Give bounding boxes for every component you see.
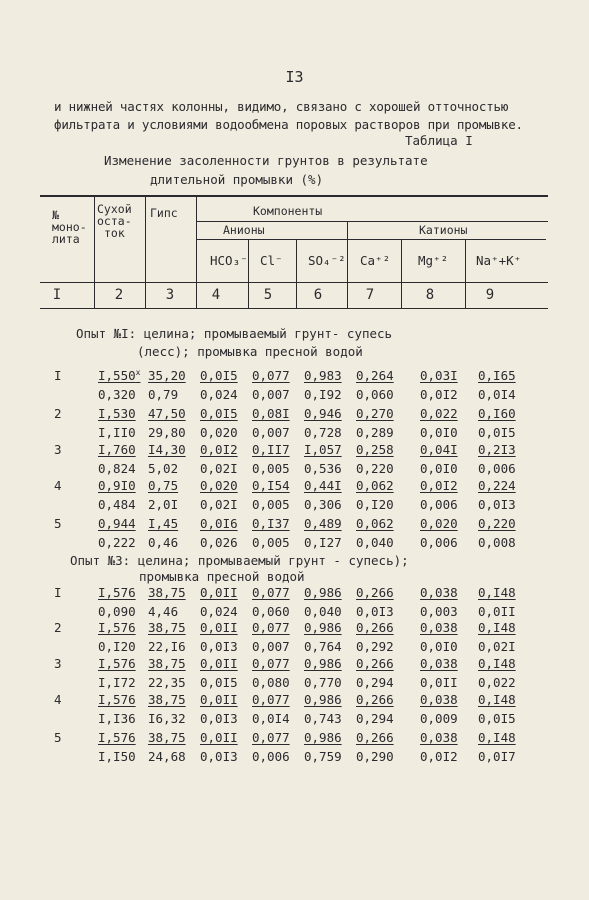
table-cell: 0,038 <box>420 656 458 671</box>
table-cell: 0,04I <box>420 442 458 457</box>
table-cell: I,II0 <box>98 425 136 440</box>
table-cell: 0,02I <box>200 497 238 512</box>
table-cell: 0,0II <box>200 730 238 745</box>
table-label: Таблица I <box>405 133 473 148</box>
table-cell: 0,I60 <box>478 406 516 421</box>
table-cell: 0,03I <box>420 368 458 383</box>
table-cell: 38,75 <box>148 585 186 600</box>
table-cell: 0,0I0 <box>420 425 458 440</box>
table-cell: 0,022 <box>478 675 516 690</box>
table-cell: I,760 <box>98 442 136 457</box>
table-row <box>0 656 589 674</box>
table-cell: 0,0I3 <box>200 749 238 764</box>
table-cell: 0,062 <box>356 516 394 531</box>
table-cell: 24,68 <box>148 749 186 764</box>
table-cell: 0,0I4 <box>252 711 290 726</box>
col-divider <box>145 196 146 308</box>
table-cell: I,I36 <box>98 711 136 726</box>
table-cell: 0,I48 <box>478 656 516 671</box>
table-cell: 0,005 <box>252 497 290 512</box>
table-cell: 0,536 <box>304 461 342 476</box>
col-divider <box>401 239 402 308</box>
table-cell: 0,266 <box>356 730 394 745</box>
hdr-ion-ca: Ca⁺² <box>360 253 391 268</box>
table-title-line-2: длительной промывки (%) <box>150 172 324 187</box>
table-cell: 0,0I4 <box>478 387 516 402</box>
table-cell: 0,I65 <box>478 368 516 383</box>
table-cell: 0,0I5 <box>200 406 238 421</box>
table-cell: 0,764 <box>304 639 342 654</box>
table-cell: 0,006 <box>478 461 516 476</box>
intro-line-1: и нижней частях колонны, видимо, связано с хорошей отточностью <box>54 99 509 114</box>
col-divider <box>465 239 466 308</box>
table-cell: 0,020 <box>200 425 238 440</box>
page-number: I3 <box>285 68 304 86</box>
table-cell: 0,077 <box>252 368 290 383</box>
table-cell: 0,224 <box>478 478 516 493</box>
col-divider <box>347 221 348 308</box>
table-title-line-1: Изменение засоленности грунтов в результате <box>104 153 428 168</box>
table-cell: 0,0I5 <box>200 675 238 690</box>
table-cell: 0,79 <box>148 387 179 402</box>
table-cell: 0,44I <box>304 478 342 493</box>
table-cell: I,45 <box>148 516 179 531</box>
table-cell: 0,077 <box>252 692 290 707</box>
header-top-rule <box>40 195 548 197</box>
table-cell: 0,0I2 <box>420 749 458 764</box>
hdr-number: 5 <box>263 287 273 303</box>
table-cell: 0,II7 <box>252 442 290 457</box>
table-cell: 0,743 <box>304 711 342 726</box>
table-cell: 0,290 <box>356 749 394 764</box>
table-cell: 0,320 <box>98 387 136 402</box>
hdr-number: I <box>52 287 62 303</box>
monolith-number: 2 <box>54 406 62 421</box>
table-cell: 0,946 <box>304 406 342 421</box>
table-row <box>0 425 589 443</box>
table-row <box>0 692 589 710</box>
table-cell: 0,077 <box>252 620 290 635</box>
table-cell: 38,75 <box>148 692 186 707</box>
table-cell: 0,077 <box>252 585 290 600</box>
table-cell: 29,80 <box>148 425 186 440</box>
hdr-ion-so4: SO₄⁻² <box>308 253 346 268</box>
table-cell: 0,986 <box>304 730 342 745</box>
table-row <box>0 516 589 534</box>
hdr-number: 7 <box>365 287 375 303</box>
hdr-gips: Гипс <box>150 206 178 220</box>
table-cell: 0,0II <box>200 620 238 635</box>
table-cell: 0,02I <box>478 639 516 654</box>
table-cell: I,576 <box>98 692 136 707</box>
table-cell: 0,0I7 <box>478 749 516 764</box>
table-cell: 0,0II <box>478 604 516 619</box>
table-cell: 0,270 <box>356 406 394 421</box>
numbers-bottom-rule <box>40 308 548 309</box>
table-cell: 0,484 <box>98 497 136 512</box>
table-cell: 0,040 <box>304 604 342 619</box>
hdr-ion-na-k: Na⁺+K⁺ <box>476 253 522 268</box>
hdr-dry-2: оста- <box>97 214 132 228</box>
table-cell: 0,005 <box>252 535 290 550</box>
table-cell: 22,35 <box>148 675 186 690</box>
table-row <box>0 478 589 496</box>
col-divider <box>94 196 95 308</box>
table-cell: 0,0I0 <box>420 461 458 476</box>
table-row <box>0 749 589 767</box>
table-cell: 0,75 <box>148 478 179 493</box>
table-cell: 0,294 <box>356 711 394 726</box>
table-cell: 0,026 <box>200 535 238 550</box>
hdr-anions: Анионы <box>223 223 265 237</box>
table-cell: 38,75 <box>148 656 186 671</box>
table-cell: I,I72 <box>98 675 136 690</box>
table-cell: 0,264 <box>356 368 394 383</box>
hdr-ion-mg: Mg⁺² <box>418 253 449 268</box>
table-cell: 0,292 <box>356 639 394 654</box>
hdr-dry-1: Сухой <box>97 202 132 216</box>
table-cell: 0,770 <box>304 675 342 690</box>
table-cell: I,576 <box>98 585 136 600</box>
monolith-number: I <box>54 585 62 600</box>
table-cell: 0,007 <box>252 425 290 440</box>
table-cell: 0,986 <box>304 656 342 671</box>
experiment-2-title-2: промывка пресной водой <box>139 569 305 584</box>
table-cell: 0,0I6 <box>200 516 238 531</box>
table-cell: 0,020 <box>200 478 238 493</box>
table-cell: 0,I48 <box>478 692 516 707</box>
table-cell: 0,489 <box>304 516 342 531</box>
hdr-monolith-2: моно- <box>52 220 87 234</box>
monolith-number: I <box>54 368 62 383</box>
header-bottom-rule <box>40 282 548 283</box>
table-row <box>0 711 589 729</box>
table-cell: 0,0I2 <box>420 478 458 493</box>
table-cell: 0,007 <box>252 387 290 402</box>
table-cell: 0,9I0 <box>98 478 136 493</box>
table-cell: 0,009 <box>420 711 458 726</box>
table-cell: 0,038 <box>420 585 458 600</box>
table-cell: 0,060 <box>356 387 394 402</box>
table-cell: 0,0II <box>200 585 238 600</box>
experiment-1-title-2: (лесс); промывка пресной водой <box>137 344 363 359</box>
table-row <box>0 497 589 515</box>
table-cell: 5,02 <box>148 461 179 476</box>
table-row <box>0 620 589 638</box>
table-cell: 0,02I <box>200 461 238 476</box>
hdr-cations: Катионы <box>419 223 468 237</box>
table-cell: 0,0I3 <box>356 604 394 619</box>
monolith-number: 4 <box>54 692 62 707</box>
table-cell: 0,0I3 <box>200 639 238 654</box>
table-cell: 0,0II <box>420 675 458 690</box>
table-cell: 38,75 <box>148 620 186 635</box>
table-cell: 0,006 <box>420 497 458 512</box>
table-cell: 0,003 <box>420 604 458 619</box>
table-cell: I,576 <box>98 656 136 671</box>
table-cell: 0,266 <box>356 585 394 600</box>
hdr-number: 6 <box>313 287 323 303</box>
table-cell: 0,007 <box>252 639 290 654</box>
table-row <box>0 461 589 479</box>
table-cell: 0,289 <box>356 425 394 440</box>
table-cell: 0,040 <box>356 535 394 550</box>
table-cell: 0,090 <box>98 604 136 619</box>
table-row <box>0 535 589 553</box>
table-cell: 0,986 <box>304 620 342 635</box>
monolith-number: 5 <box>54 516 62 531</box>
table-cell: 22,I6 <box>148 639 186 654</box>
table-cell: I6,32 <box>148 711 186 726</box>
table-cell: 0,I27 <box>304 535 342 550</box>
table-row <box>0 387 589 405</box>
table-cell: I,576 <box>98 620 136 635</box>
table-cell: 0,I20 <box>356 497 394 512</box>
table-cell: 0,0I0 <box>420 639 458 654</box>
monolith-number: 5 <box>54 730 62 745</box>
table-cell: 0,022 <box>420 406 458 421</box>
table-row <box>0 585 589 603</box>
table-cell: 0,08I <box>252 406 290 421</box>
table-cell: 0,077 <box>252 656 290 671</box>
monolith-number: 3 <box>54 442 62 457</box>
hdr-number: 9 <box>485 287 495 303</box>
table-cell: 0,0II <box>200 692 238 707</box>
table-row <box>0 639 589 657</box>
table-row <box>0 368 589 386</box>
table-cell: 0,077 <box>252 730 290 745</box>
table-cell: 0,46 <box>148 535 179 550</box>
table-cell: 0,0I3 <box>478 497 516 512</box>
intro-line-2: фильтрата и условиями водообмена поровых растворов при промывке. <box>54 117 523 132</box>
table-cell: 0,024 <box>200 604 238 619</box>
table-cell: 0,020 <box>420 516 458 531</box>
table-cell: 0,222 <box>98 535 136 550</box>
table-cell: 0,0II <box>200 656 238 671</box>
table-cell: 0,I48 <box>478 620 516 635</box>
table-cell: 0,I37 <box>252 516 290 531</box>
hdr-monolith-3: лита <box>52 232 80 246</box>
col-divider <box>296 239 297 308</box>
table-cell: I,550$^x$ <box>98 368 141 384</box>
table-cell: 0,983 <box>304 368 342 383</box>
table-cell: 2,0I <box>148 497 179 512</box>
table-cell: 0,258 <box>356 442 394 457</box>
table-cell: 0,006 <box>252 749 290 764</box>
table-cell: 47,50 <box>148 406 186 421</box>
table-header <box>0 0 589 320</box>
table-cell: 0,266 <box>356 620 394 635</box>
table-row <box>0 406 589 424</box>
table-cell: 0,2I3 <box>478 442 516 457</box>
table-row <box>0 675 589 693</box>
table-cell: 0,I48 <box>478 585 516 600</box>
table-cell: 0,306 <box>304 497 342 512</box>
table-cell: 0,728 <box>304 425 342 440</box>
table-cell: I,I50 <box>98 749 136 764</box>
table-cell: 0,I48 <box>478 730 516 745</box>
hdr-ion-cl: Cl⁻ <box>260 253 283 268</box>
table-cell: 0,986 <box>304 585 342 600</box>
table-cell: 0,294 <box>356 675 394 690</box>
table-cell: 0,0I5 <box>200 368 238 383</box>
hdr-number: 4 <box>211 287 221 303</box>
table-cell: I4,30 <box>148 442 186 457</box>
table-row <box>0 730 589 748</box>
table-cell: 0,005 <box>252 461 290 476</box>
hdr-components: Компоненты <box>253 204 323 218</box>
table-cell: 35,20 <box>148 368 186 383</box>
hdr-number: 8 <box>425 287 435 303</box>
monolith-number: 3 <box>54 656 62 671</box>
table-cell: 0,220 <box>478 516 516 531</box>
table-cell: I,576 <box>98 730 136 745</box>
table-cell: 0,220 <box>356 461 394 476</box>
table-cell: 0,080 <box>252 675 290 690</box>
monolith-number: 4 <box>54 478 62 493</box>
table-cell: I,530 <box>98 406 136 421</box>
monolith-number: 2 <box>54 620 62 635</box>
table-cell: 0,266 <box>356 692 394 707</box>
table-cell: 0,024 <box>200 387 238 402</box>
table-cell: 0,0I3 <box>200 711 238 726</box>
table-cell: 0,824 <box>98 461 136 476</box>
experiment-2-title-1: Опыт №3: целина; промываемый грунт - супесь); <box>70 553 409 568</box>
table-cell: 0,038 <box>420 692 458 707</box>
table-cell: 0,I54 <box>252 478 290 493</box>
table-cell: 0,986 <box>304 692 342 707</box>
hdr-ion-hco3: HCO₃⁻ <box>210 253 248 268</box>
table-row <box>0 442 589 460</box>
table-cell: 0,038 <box>420 620 458 635</box>
table-cell: 0,062 <box>356 478 394 493</box>
table-cell: 0,0I2 <box>420 387 458 402</box>
footnote-mark: x <box>135 368 141 377</box>
table-cell: I,057 <box>304 442 342 457</box>
table-cell: 0,I92 <box>304 387 342 402</box>
table-cell: 0,0I5 <box>478 711 516 726</box>
table-cell: 38,75 <box>148 730 186 745</box>
hdr-monolith-1: № <box>52 208 59 222</box>
table-cell: 0,0I2 <box>200 442 238 457</box>
hdr-dry-3: ток <box>104 226 125 240</box>
table-cell: 0,266 <box>356 656 394 671</box>
table-cell: 0,I20 <box>98 639 136 654</box>
components-rule <box>196 221 548 222</box>
table-cell: 0,0I5 <box>478 425 516 440</box>
hdr-number: 3 <box>165 287 175 303</box>
experiment-1-title-1: Опыт №I: целина; промываемый грунт- супесь <box>76 326 393 341</box>
table-cell: 0,060 <box>252 604 290 619</box>
table-cell: 0,038 <box>420 730 458 745</box>
table-cell: 0,759 <box>304 749 342 764</box>
table-cell: 0,008 <box>478 535 516 550</box>
table-cell: 4,46 <box>148 604 179 619</box>
table-cell: 0,944 <box>98 516 136 531</box>
table-cell: 0,006 <box>420 535 458 550</box>
hdr-number: 2 <box>114 287 124 303</box>
